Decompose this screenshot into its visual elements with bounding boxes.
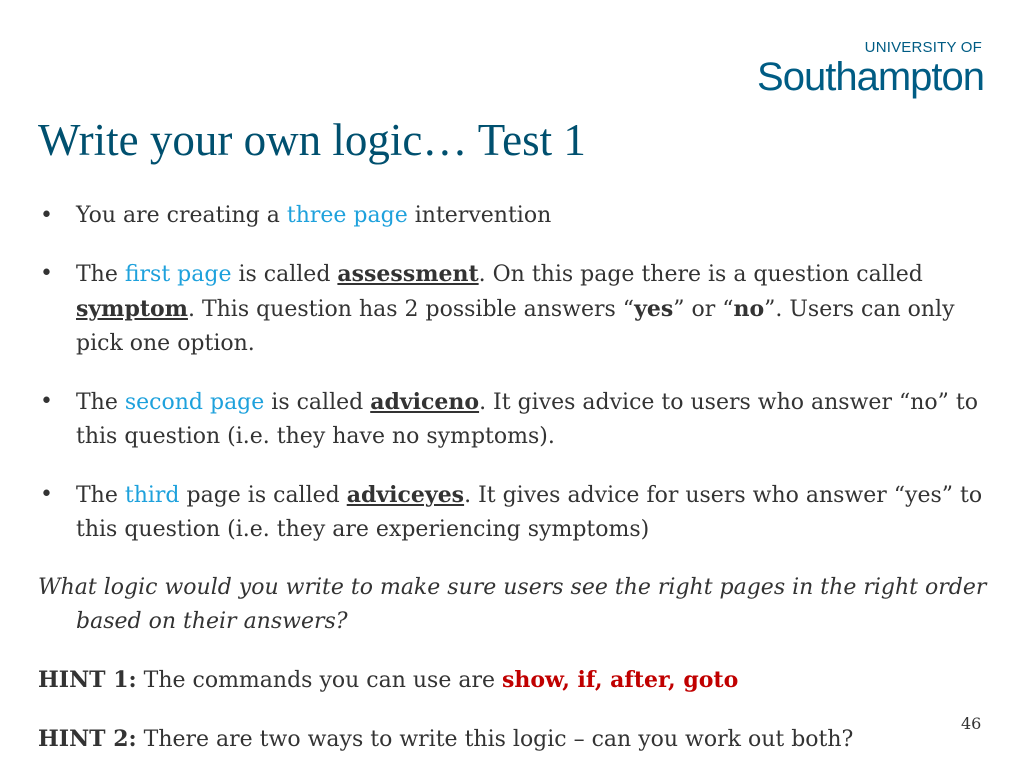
bullet-text: You are creating a: [76, 203, 287, 228]
bullet-text: . On this page there is a question called: [478, 262, 923, 287]
page-name-adviceyes: adviceyes: [346, 482, 465, 508]
bullet-text: . It gives advice for users who answer “yes” to this question (i.e. they are experiencing symptoms): [76, 483, 983, 542]
bullet-text: . It gives advice to users who answer “no” to this question (i.e. they have no symptoms).: [76, 390, 978, 449]
hint-text: The commands you can use are: [136, 668, 502, 693]
bullet-item-second-page: [38, 385, 988, 454]
page-name-assessment: assessment: [337, 261, 479, 287]
university-logo: [734, 40, 984, 97]
slide-content: [38, 199, 988, 781]
logo-university-line: UNIVERSITY OF: [864, 39, 982, 56]
bullet-text: intervention: [407, 203, 552, 228]
slide-title: Write your own logic… Test 1: [38, 115, 586, 165]
hint-1: [38, 663, 988, 698]
hint-text: There are two ways to write this logic – can you work out both?: [136, 727, 854, 752]
hint-2: [38, 722, 988, 757]
highlight-text: first page: [124, 262, 232, 287]
logo-name: Southampton: [757, 55, 984, 99]
bullet-item-third-page: [38, 478, 988, 547]
highlight-text: second page: [124, 390, 265, 415]
highlight-text: third: [124, 483, 180, 508]
highlight-text: three page: [286, 203, 408, 228]
bullet-item-first-page: [38, 257, 988, 361]
bullet-text: is called: [231, 262, 338, 287]
bullet-text: page is called: [179, 483, 347, 508]
bullet-text: . This question has 2 possible answers “: [187, 297, 635, 322]
bullet-text: The: [76, 390, 125, 415]
bullet-text: The: [76, 262, 125, 287]
bullet-text: ”. Users can only pick one option.: [76, 297, 955, 356]
bullet-item-three-page: [38, 199, 988, 233]
answer-yes: yes: [634, 296, 674, 322]
page-name-adviceno: adviceno: [370, 389, 480, 415]
answer-no: no: [733, 296, 765, 322]
bullet-text: The: [76, 483, 125, 508]
page-number: 46: [961, 714, 982, 733]
command-list: show, if, after, goto: [502, 667, 739, 693]
bullet-text: is called: [264, 390, 371, 415]
hint-label: HINT 2:: [38, 726, 137, 752]
question-name-symptom: symptom: [76, 296, 188, 322]
hint-label: HINT 1:: [38, 667, 137, 693]
bullet-text: ” or “: [673, 297, 734, 322]
logic-question: What logic would you write to make sure users see the right pages in the right order based on their answers?: [38, 575, 987, 634]
